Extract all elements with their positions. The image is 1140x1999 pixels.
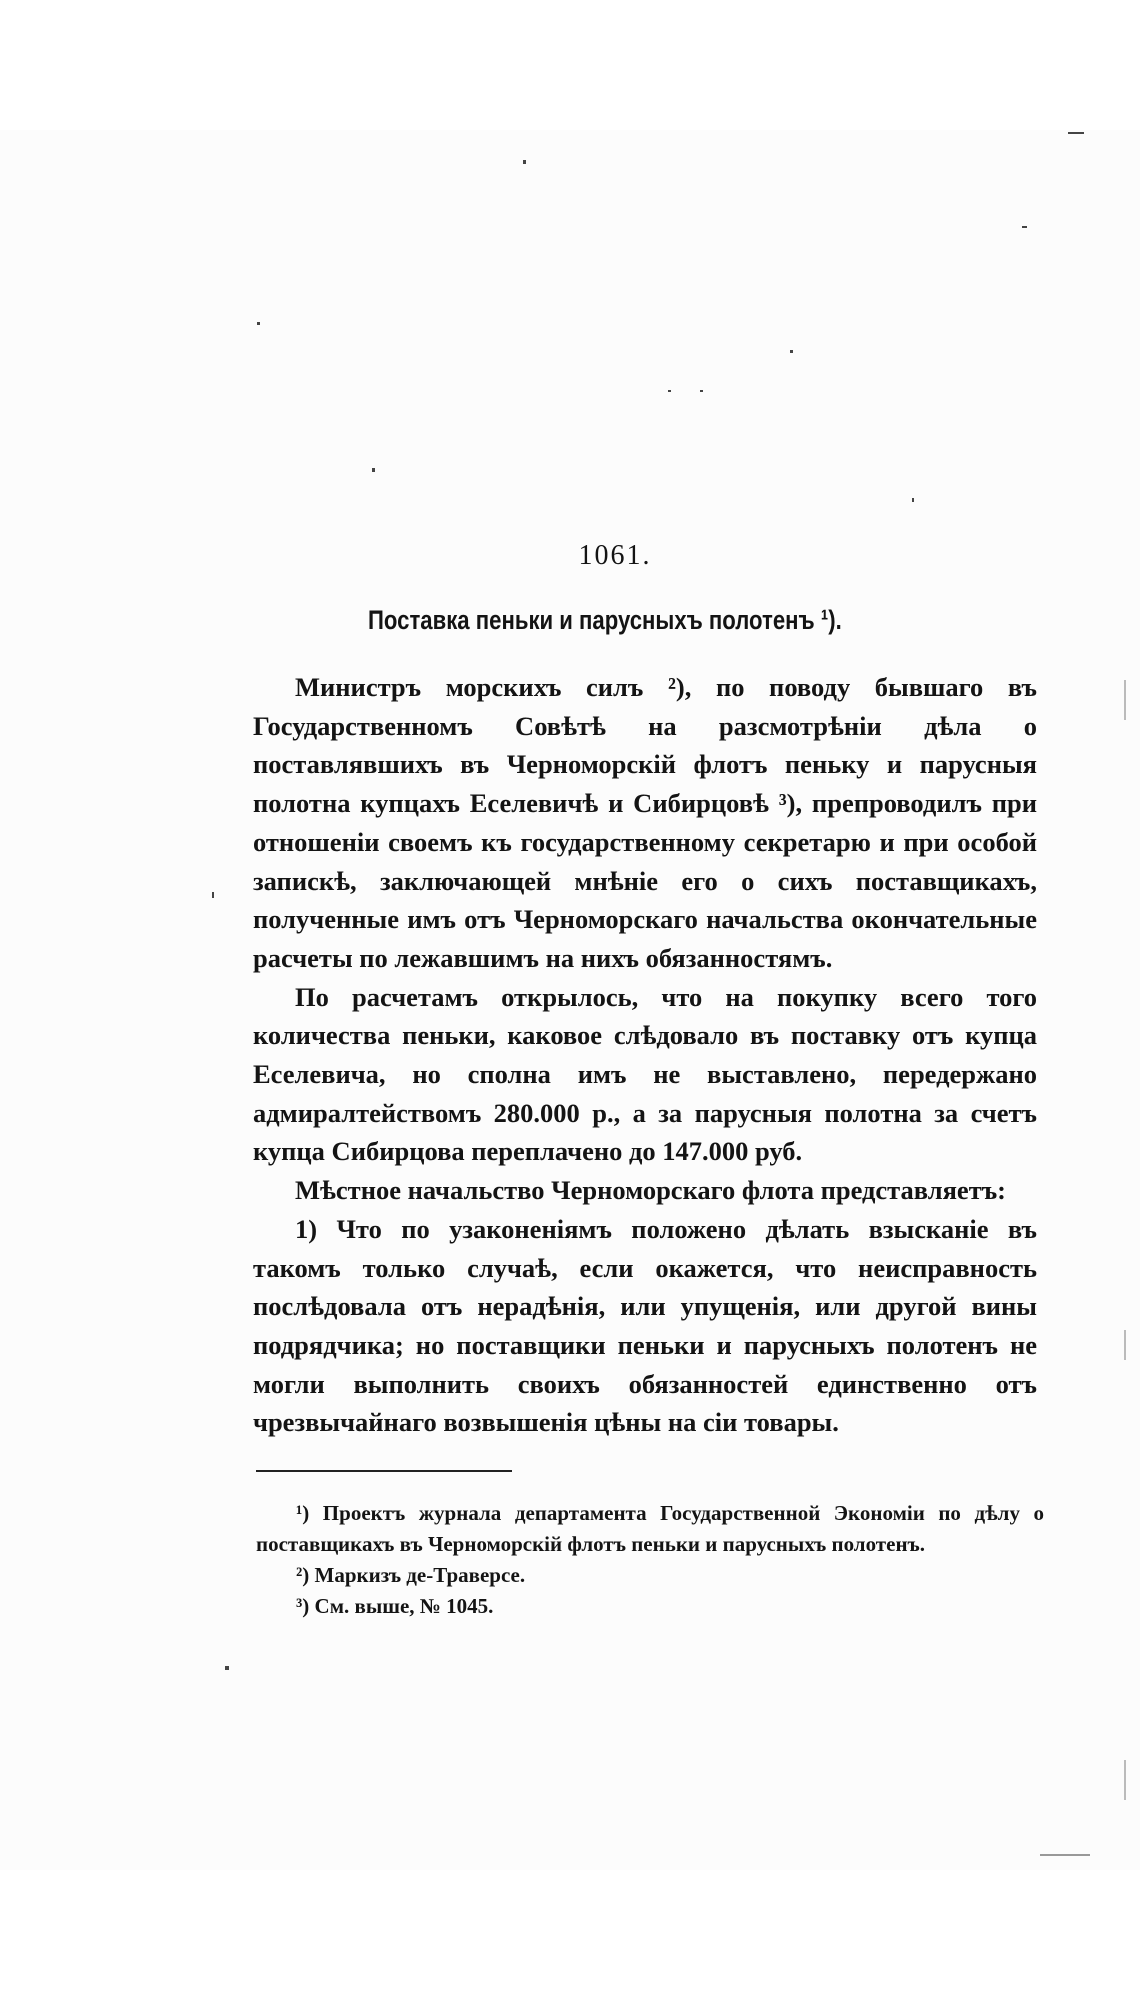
scan-speck bbox=[912, 498, 914, 502]
scan-edge-mark bbox=[1124, 1330, 1126, 1360]
scan-speck bbox=[1022, 226, 1027, 228]
scan-speck bbox=[700, 390, 703, 392]
scan-speck bbox=[225, 1666, 229, 1670]
footnote-divider bbox=[256, 1470, 512, 1472]
paragraph: По расчетамъ открылось, что на покупку всего того количества пеньки, каковое слѣдовало въ поставку отъ купца Еселевича, но сполна имъ не выставлено, передержано адмиралтействомъ 280.000 р., а за парусныя полотна за счетъ купца Сибирцова переплачено до 147.000 руб. bbox=[253, 981, 1037, 1167]
scan-edge-mark bbox=[1124, 680, 1126, 720]
paragraph: Мѣстное начальство Черноморскаго флота представляетъ: bbox=[295, 1175, 1006, 1206]
scan-speck bbox=[212, 892, 214, 898]
scan-speck bbox=[1068, 132, 1084, 134]
scan-speck bbox=[790, 350, 793, 353]
body-text bbox=[253, 668, 1037, 1442]
footnote: ³) См. выше, № 1045. bbox=[296, 1594, 494, 1618]
footnotes bbox=[256, 1498, 1044, 1622]
scan-speck bbox=[668, 390, 671, 392]
paragraph: Министръ морскихъ силъ ²), по поводу бывшаго въ Государственномъ Совѣтѣ на разсмотрѣніи дѣла о поставлявшихъ въ Черноморскій флотъ пеньку и парусныя полотна купцахъ Еселевичѣ и Сибирцовѣ ³), препроводилъ при отношеніи своемъ къ государственному секретарю и при особой запискѣ, заключающей мнѣніе его о сихъ поставщикахъ, полученные имъ отъ Черноморскаго начальства окончательные расчеты по лежавшимъ на нихъ обязанностямъ. bbox=[253, 672, 1037, 973]
scan-speck bbox=[1040, 1854, 1090, 1856]
document-title: Поставка пеньки и парусныхъ полотенъ ¹). bbox=[368, 605, 842, 635]
footnote: ²) Маркизъ де-Траверсе. bbox=[296, 1563, 526, 1587]
scan-speck bbox=[257, 322, 260, 325]
document-number: 1061. bbox=[578, 540, 652, 571]
scan-speck bbox=[372, 468, 375, 472]
scan-speck bbox=[523, 160, 526, 164]
scan-edge-mark bbox=[1124, 1760, 1126, 1800]
footnote: ¹) Проектъ журнала департамента Государственной Экономіи по дѣлу о поставщикахъ въ Черноморскій флотъ пеньки и парусныхъ полотенъ. bbox=[256, 1501, 1044, 1556]
paragraph: 1) Что по узаконеніямъ положено дѣлать взысканіе въ такомъ только случаѣ, если окажется, что неисправность послѣдовала отъ нерадѣнія, или упущенія, или другой вины подрядчика; но поставщики пеньки и парусныхъ полотенъ не могли выполнить своихъ обязанностей единственно отъ чрезвычайнаго возвышенія цѣны на сіи товары. bbox=[253, 1213, 1037, 1438]
